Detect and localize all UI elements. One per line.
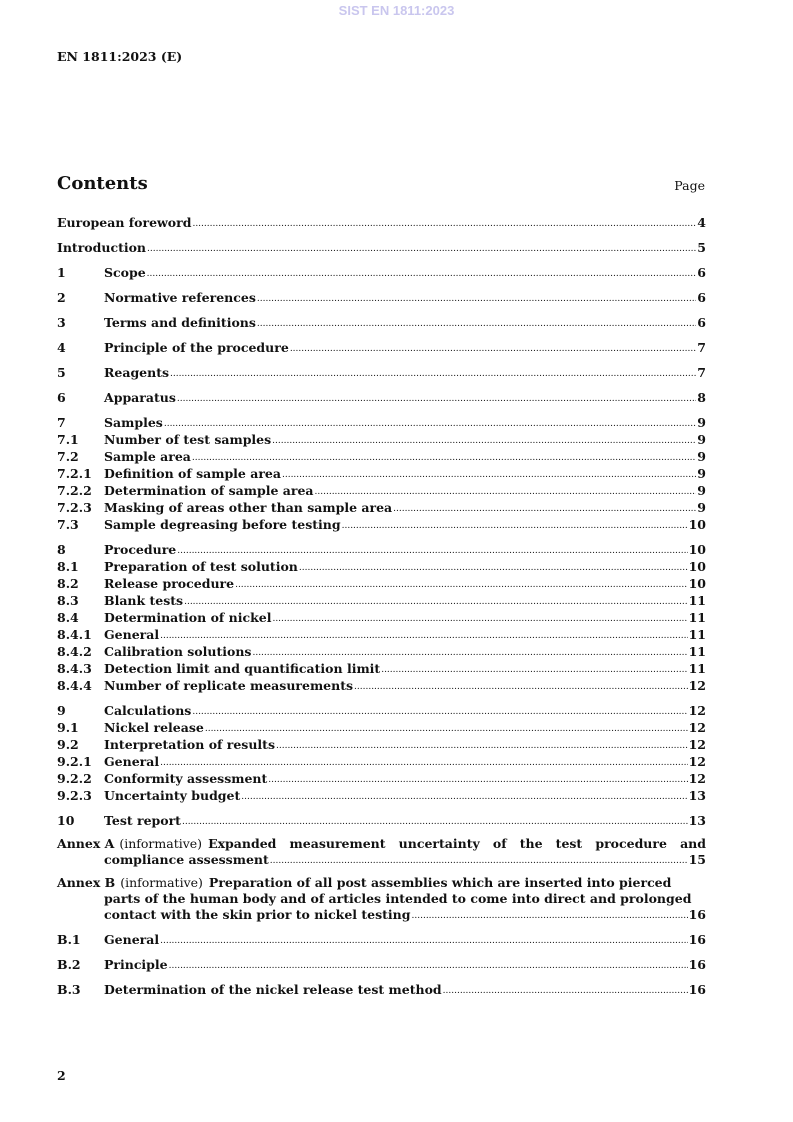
toc-entry-number: 4 [57,340,66,355]
toc-entry-number: 5 [57,365,66,380]
toc-entry-title: Uncertainty budget [104,788,241,803]
toc-entry-number: 7.2.2 [57,483,92,498]
toc-entry-page: 12 [688,737,706,752]
annex-a-informative: (informative) [119,836,203,851]
annex-b-informative: (informative) [120,875,203,890]
annex-a-title-line1: Expanded measurement uncertainty of the test procedure and [208,836,706,851]
toc-annex-b-sections [57,931,706,998]
toc-entry[interactable] [57,389,706,406]
toc-entry-title: Detection limit and quantification limit [104,661,381,676]
toc-entry-page: 6 [697,265,706,280]
toc-entry-page: 13 [688,788,706,803]
table-of-contents [57,214,706,998]
toc-entry[interactable] [57,339,706,356]
toc-leader [160,629,687,643]
toc-entry[interactable] [57,787,706,804]
page-column-label: Page [674,178,705,193]
toc-entry-title: Definition of sample area [104,466,281,481]
toc-entry-page: 16 [688,957,706,972]
toc-leader [252,646,687,660]
toc-leader [381,663,687,677]
toc-entry[interactable] [57,702,706,719]
toc-entry-number: 8.1 [57,559,79,574]
toc-leader [235,578,688,592]
toc-entry[interactable] [57,214,706,231]
toc-entry[interactable] [57,431,706,448]
toc-entry-page: 12 [688,703,706,718]
page-number: 2 [57,1068,66,1083]
toc-leader [272,434,696,448]
toc-entry-title: Apparatus [104,390,176,405]
toc-entry-title: Determination of the nickel release test method [104,982,442,997]
toc-entry[interactable] [57,812,706,829]
toc-entry-title: Masking of areas other than sample area [104,500,393,515]
toc-entry[interactable] [57,609,706,626]
toc-entry-number: 3 [57,315,66,330]
toc-entry[interactable] [57,677,706,694]
toc-entry-page: 10 [688,542,706,557]
toc-entry-number: 7.2.3 [57,500,92,515]
toc-leader [315,485,697,499]
toc-entry-title: General [104,627,160,642]
toc-entry-page: 10 [688,576,706,591]
toc-entry-title: Reagents [104,365,170,380]
toc-annex-a[interactable] [57,836,706,868]
toc-entry[interactable] [57,465,706,482]
toc-entry-title: Normative references [104,290,256,305]
toc-leader [177,392,696,406]
toc-entry-title: Number of test samples [104,432,272,447]
toc-entry-page: 5 [697,240,706,255]
toc-leader [270,854,688,868]
toc-entry-title: Blank tests [104,593,184,608]
toc-entry-page: 9 [697,449,706,464]
toc-entry-title: Nickel release [104,720,204,735]
toc-leader [205,722,688,736]
toc-entry-page: 12 [688,754,706,769]
toc-leader [192,217,696,231]
toc-entry-page: 9 [697,432,706,447]
toc-entry-page: 6 [697,290,706,305]
toc-leader [282,468,696,482]
annex-b-title-line2: parts of the human body and of articles intended to come into direct and prolonged [104,891,692,906]
toc-entry[interactable] [57,592,706,609]
toc-leader [147,267,697,281]
toc-annex-b[interactable] [57,875,706,923]
toc-entry-number: 9.2.2 [57,771,92,786]
toc-entry-number: 9 [57,703,66,718]
toc-entry-title: Number of replicate measurements [104,678,354,693]
annex-a-label: Annex A [57,836,115,851]
toc-leader [147,242,696,256]
toc-entry[interactable] [57,364,706,381]
toc-entry-number: B.1 [57,932,81,947]
toc-entry-page: 11 [688,593,706,608]
toc-entry-number: 7.3 [57,517,79,532]
toc-entry-title: Principle of the procedure [104,340,289,355]
toc-entry-number: 6 [57,390,66,405]
toc-entry-page: 6 [697,315,706,330]
toc-entry-title: Scope [104,265,146,280]
toc-entry-number: 8.3 [57,593,79,608]
toc-entry-number: 1 [57,265,66,280]
toc-entry-page: 13 [688,813,706,828]
toc-entry-number: 7.2 [57,449,79,464]
toc-entry-page: 11 [688,627,706,642]
toc-entry[interactable] [57,956,706,973]
toc-entry[interactable] [57,482,706,499]
toc-leader [160,756,687,770]
toc-entry-title: Determination of sample area [104,483,314,498]
toc-entry[interactable] [57,289,706,306]
toc-entry-page: 9 [697,415,706,430]
annex-a-page: 15 [688,852,706,867]
toc-entry-number: 8.4 [57,610,79,625]
toc-leader [192,451,696,465]
toc-entry-title: Samples [104,415,163,430]
toc-entry-number: 7.2.1 [57,466,92,481]
toc-entry-title: Calibration solutions [104,644,252,659]
toc-entry-title: Preparation of test solution [104,559,298,574]
toc-leader [182,815,688,829]
toc-leader [257,317,696,331]
toc-entry-title: Sample area [104,449,191,464]
toc-leader [177,544,687,558]
contents-heading: Contents [57,173,148,194]
toc-leader [393,502,696,516]
toc-entry-title: Calculations [104,703,192,718]
toc-main-entries [57,214,706,829]
toc-entry-page: 10 [688,559,706,574]
toc-entry-number: 8.4.1 [57,627,92,642]
annex-b-title-line3: contact with the skin prior to nickel testing [104,907,411,922]
toc-leader [299,561,688,575]
toc-entry-title: European foreword [57,215,192,230]
toc-entry[interactable] [57,931,706,948]
toc-entry-title: General [104,932,160,947]
toc-entry-number: 8.4.4 [57,678,92,693]
annex-a-title-line2: compliance assessment [104,852,269,867]
toc-entry-number: 8.4.3 [57,661,92,676]
toc-leader [276,739,688,753]
toc-entry-page: 9 [697,466,706,481]
toc-leader [160,934,687,948]
toc-entry-number: 8.2 [57,576,79,591]
toc-entry-title: Interpretation of results [104,737,275,752]
toc-entry-page: 16 [688,932,706,947]
toc-entry[interactable] [57,736,706,753]
toc-entry-page: 16 [688,982,706,997]
toc-entry[interactable] [57,770,706,787]
toc-entry-number: B.3 [57,982,81,997]
annex-b-label: Annex B [57,875,116,890]
toc-entry-title: Terms and definitions [104,315,256,330]
toc-entry-title: Determination of nickel [104,610,272,625]
toc-entry[interactable] [57,239,706,256]
toc-leader [443,984,688,998]
toc-entry[interactable] [57,541,706,558]
toc-leader [170,367,696,381]
toc-entry-page: 7 [697,365,706,380]
toc-entry-page: 12 [688,771,706,786]
toc-entry-title: Procedure [104,542,177,557]
toc-leader [241,790,687,804]
toc-leader [164,417,696,431]
toc-entry[interactable] [57,981,706,998]
toc-entry[interactable] [57,264,706,281]
toc-entry[interactable] [57,626,706,643]
annex-b-title-line1: Preparation of all post assemblies which are inserted into pierced [208,875,672,890]
toc-entry-number: 9.2 [57,737,79,752]
toc-entry-number: 8 [57,542,66,557]
toc-entry-title: Introduction [57,240,147,255]
toc-leader [290,342,696,356]
toc-entry-title: Sample degreasing before testing [104,517,341,532]
toc-entry[interactable] [57,499,706,516]
toc-entry-number: 9.2.3 [57,788,92,803]
toc-entry-page: 9 [697,483,706,498]
toc-entry[interactable] [57,643,706,660]
toc-leader [192,705,687,719]
toc-entry-page: 12 [688,720,706,735]
annex-b-page: 16 [688,907,706,922]
toc-entry[interactable] [57,314,706,331]
toc-entry[interactable] [57,575,706,592]
toc-leader [184,595,688,609]
toc-entry-number: 7 [57,415,66,430]
toc-entry-page: 10 [688,517,706,532]
toc-leader [412,909,688,923]
toc-entry-number: 9.1 [57,720,79,735]
toc-entry[interactable] [57,448,706,465]
toc-entry-number: 2 [57,290,66,305]
toc-entry[interactable] [57,753,706,770]
toc-entry-number: 10 [57,813,75,828]
toc-entry-page: 9 [697,500,706,515]
toc-leader [354,680,688,694]
toc-entry[interactable] [57,516,706,533]
toc-entry[interactable] [57,660,706,677]
toc-leader [342,519,688,533]
toc-leader [268,773,687,787]
toc-entry-page: 11 [688,610,706,625]
toc-leader [272,612,687,626]
toc-entry-title: Release procedure [104,576,235,591]
toc-entry-number: 7.1 [57,432,79,447]
toc-entry-page: 12 [688,678,706,693]
toc-leader [169,959,688,973]
toc-entry-title: Conformity assessment [104,771,268,786]
document-id: EN 1811:2023 (E) [57,49,183,64]
toc-entry-page: 8 [697,390,706,405]
toc-entry-number: 8.4.2 [57,644,92,659]
toc-entry[interactable] [57,719,706,736]
toc-entry-title: Principle [104,957,168,972]
toc-entry-page: 7 [697,340,706,355]
watermark: SIST EN 1811:2023 [338,3,455,18]
toc-entry-title: General [104,754,160,769]
toc-entry[interactable] [57,414,706,431]
toc-entry-title: Test report [104,813,181,828]
toc-entry-page: 4 [697,215,706,230]
toc-entry-page: 11 [688,661,706,676]
toc-entry-page: 11 [688,644,706,659]
toc-entry-number: B.2 [57,957,81,972]
toc-entry-number: 9.2.1 [57,754,92,769]
toc-leader [257,292,696,306]
toc-entry[interactable] [57,558,706,575]
